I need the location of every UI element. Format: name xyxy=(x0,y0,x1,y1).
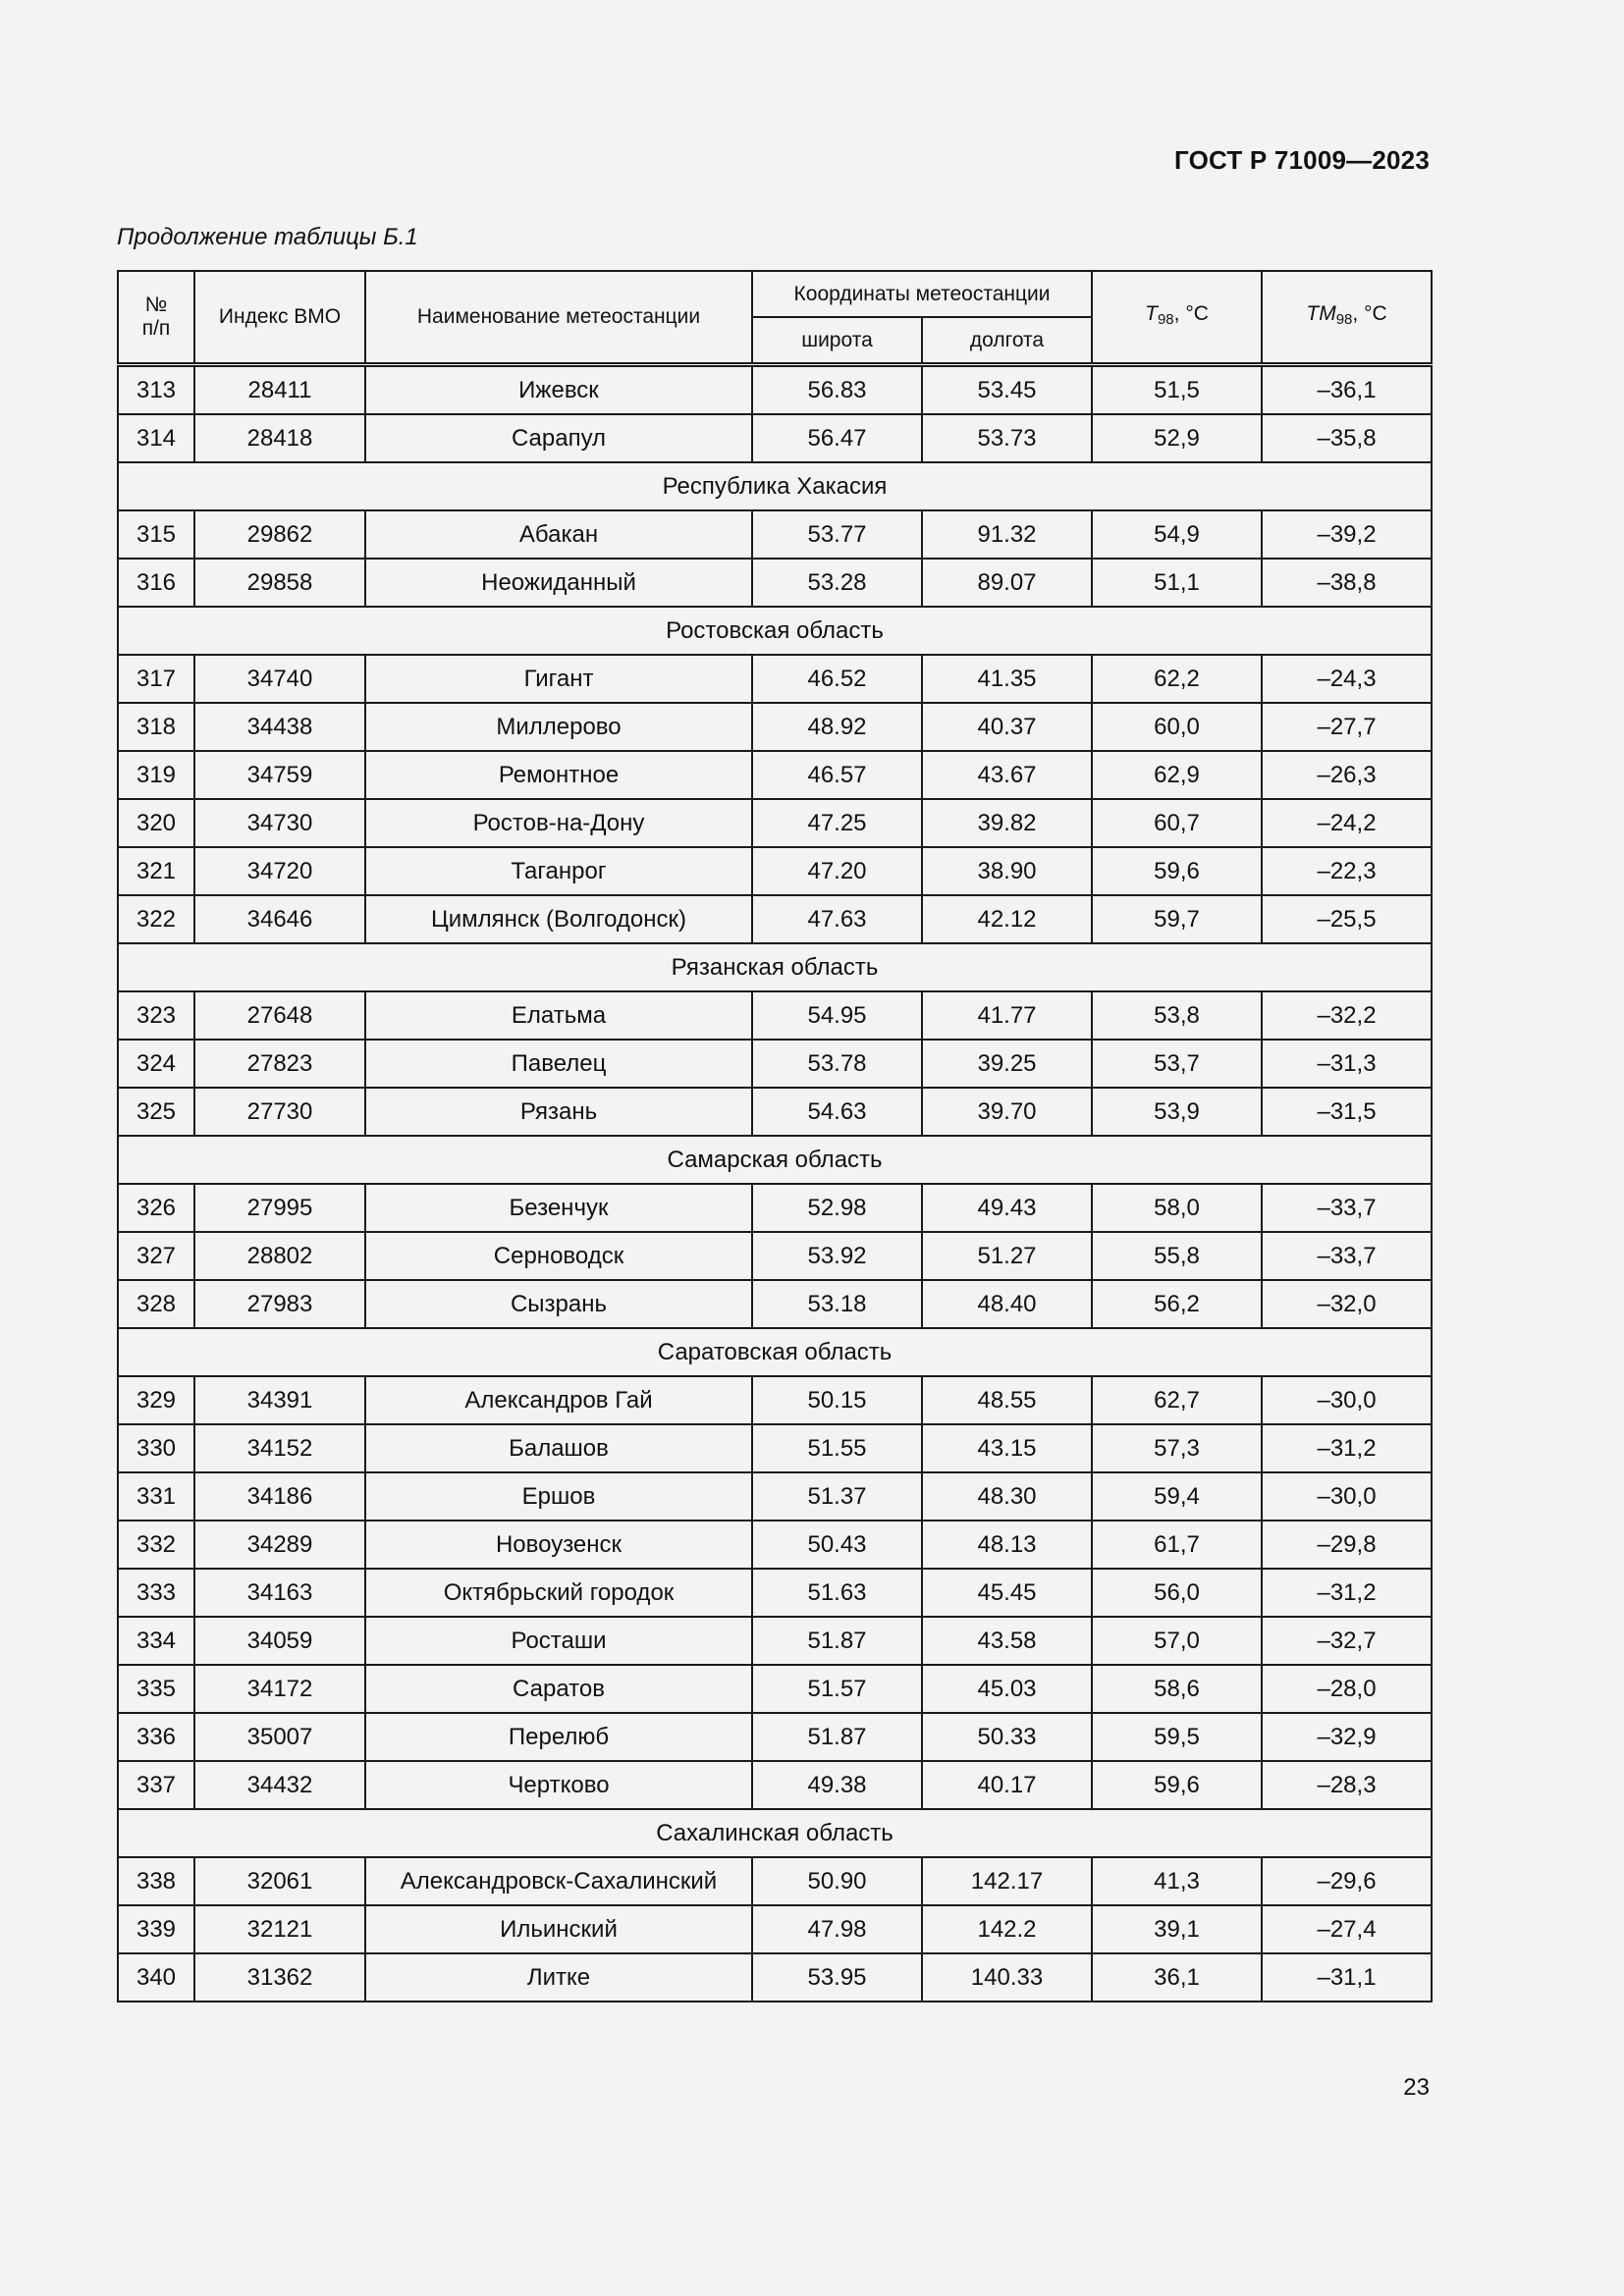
row-number-cell: 333 xyxy=(118,1569,194,1617)
header-station-name: Наименование метеостанции xyxy=(365,271,752,365)
header-num-symbol: № xyxy=(144,294,168,316)
latitude-cell: 49.38 xyxy=(752,1761,922,1809)
row-number-cell: 330 xyxy=(118,1424,194,1472)
table-row xyxy=(118,1280,1432,1328)
row-number-cell: 334 xyxy=(118,1617,194,1665)
row-number-cell: 326 xyxy=(118,1184,194,1232)
wmo-index-cell: 34172 xyxy=(194,1665,365,1713)
longitude-cell: 48.55 xyxy=(922,1376,1092,1424)
latitude-cell: 47.63 xyxy=(752,895,922,943)
wmo-index-cell: 34432 xyxy=(194,1761,365,1809)
latitude-cell: 52.98 xyxy=(752,1184,922,1232)
tm98-cell: –32,7 xyxy=(1262,1617,1432,1665)
latitude-cell: 53.78 xyxy=(752,1040,922,1088)
row-number-cell: 319 xyxy=(118,751,194,799)
row-number-cell: 318 xyxy=(118,703,194,751)
row-number-cell: 320 xyxy=(118,799,194,847)
region-row xyxy=(118,1136,1432,1184)
row-number-cell: 339 xyxy=(118,1905,194,1953)
latitude-cell: 53.28 xyxy=(752,559,922,607)
station-name-cell: Чертково xyxy=(365,1761,752,1809)
tm98-cell: –36,1 xyxy=(1262,365,1432,415)
latitude-cell: 51.87 xyxy=(752,1713,922,1761)
longitude-cell: 50.33 xyxy=(922,1713,1092,1761)
row-number-cell: 329 xyxy=(118,1376,194,1424)
wmo-index-cell: 34059 xyxy=(194,1617,365,1665)
station-name-cell: Абакан xyxy=(365,510,752,559)
wmo-index-cell: 29862 xyxy=(194,510,365,559)
t98-cell: 57,3 xyxy=(1092,1424,1262,1472)
tm98-cell: –33,7 xyxy=(1262,1232,1432,1280)
latitude-cell: 51.55 xyxy=(752,1424,922,1472)
tm98-cell: –26,3 xyxy=(1262,751,1432,799)
table-row xyxy=(118,799,1432,847)
t98-cell: 39,1 xyxy=(1092,1905,1262,1953)
station-name-cell: Ростов-на-Дону xyxy=(365,799,752,847)
latitude-cell: 46.57 xyxy=(752,751,922,799)
latitude-cell: 51.37 xyxy=(752,1472,922,1521)
t98-cell: 60,7 xyxy=(1092,799,1262,847)
latitude-cell: 50.43 xyxy=(752,1521,922,1569)
wmo-index-cell: 34740 xyxy=(194,655,365,703)
table-caption: Продолжение таблицы Б.1 xyxy=(117,224,418,250)
tm98-cell: –28,3 xyxy=(1262,1761,1432,1809)
station-name-cell: Александров Гай xyxy=(365,1376,752,1424)
wmo-index-cell: 27730 xyxy=(194,1088,365,1136)
station-name-cell: Таганрог xyxy=(365,847,752,895)
tm98-cell: –29,6 xyxy=(1262,1857,1432,1905)
station-name-cell: Новоузенск xyxy=(365,1521,752,1569)
station-name-cell: Балашов xyxy=(365,1424,752,1472)
table-row xyxy=(118,847,1432,895)
table-header xyxy=(118,271,1432,365)
row-number-cell: 335 xyxy=(118,1665,194,1713)
row-number-cell: 313 xyxy=(118,365,194,415)
wmo-index-cell: 28418 xyxy=(194,414,365,462)
region-name-cell: Самарская область xyxy=(118,1136,1432,1184)
header-t98-subscript: 98 xyxy=(1157,311,1174,328)
wmo-index-cell: 27995 xyxy=(194,1184,365,1232)
wmo-index-cell: 28411 xyxy=(194,365,365,415)
t98-cell: 56,2 xyxy=(1092,1280,1262,1328)
latitude-cell: 51.87 xyxy=(752,1617,922,1665)
latitude-cell: 53.18 xyxy=(752,1280,922,1328)
longitude-cell: 40.17 xyxy=(922,1761,1092,1809)
header-tm98-unit: , °С xyxy=(1352,302,1387,325)
table-row xyxy=(118,1376,1432,1424)
station-name-cell: Павелец xyxy=(365,1040,752,1088)
table-row xyxy=(118,1521,1432,1569)
longitude-cell: 39.70 xyxy=(922,1088,1092,1136)
table-row xyxy=(118,1569,1432,1617)
wmo-index-cell: 31362 xyxy=(194,1953,365,2002)
region-name-cell: Ростовская область xyxy=(118,607,1432,655)
wmo-index-cell: 27983 xyxy=(194,1280,365,1328)
header-tm98-subscript: 98 xyxy=(1335,311,1353,328)
latitude-cell: 47.20 xyxy=(752,847,922,895)
t98-cell: 53,9 xyxy=(1092,1088,1262,1136)
t98-cell: 59,4 xyxy=(1092,1472,1262,1521)
station-name-cell: Перелюб xyxy=(365,1713,752,1761)
header-wmo-index: Индекс ВМО xyxy=(194,271,365,365)
row-number-cell: 337 xyxy=(118,1761,194,1809)
longitude-cell: 43.15 xyxy=(922,1424,1092,1472)
station-name-cell: Ремонтное xyxy=(365,751,752,799)
tm98-cell: –39,2 xyxy=(1262,510,1432,559)
table-row xyxy=(118,510,1432,559)
region-name-cell: Рязанская область xyxy=(118,943,1432,991)
latitude-cell: 54.63 xyxy=(752,1088,922,1136)
longitude-cell: 89.07 xyxy=(922,559,1092,607)
row-number-cell: 327 xyxy=(118,1232,194,1280)
row-number-cell: 332 xyxy=(118,1521,194,1569)
t98-cell: 36,1 xyxy=(1092,1953,1262,2002)
header-coordinates: Координаты метеостанции xyxy=(752,271,1092,317)
wmo-index-cell: 28802 xyxy=(194,1232,365,1280)
header-t98-unit: , °С xyxy=(1173,302,1209,325)
page-number: 23 xyxy=(1403,2074,1430,2101)
header-t98-symbol: T xyxy=(1145,302,1158,325)
table-row xyxy=(118,365,1432,415)
wmo-index-cell: 34730 xyxy=(194,799,365,847)
region-name-cell: Республика Хакасия xyxy=(118,462,1432,510)
header-num-abbr: п/п xyxy=(141,317,171,340)
t98-cell: 57,0 xyxy=(1092,1617,1262,1665)
station-name-cell: Октябрьский городок xyxy=(365,1569,752,1617)
table-body xyxy=(118,365,1432,2002)
t98-cell: 53,7 xyxy=(1092,1040,1262,1088)
table-row xyxy=(118,1232,1432,1280)
station-name-cell: Росташи xyxy=(365,1617,752,1665)
longitude-cell: 40.37 xyxy=(922,703,1092,751)
tm98-cell: –33,7 xyxy=(1262,1184,1432,1232)
table-row xyxy=(118,559,1432,607)
table-row xyxy=(118,1713,1432,1761)
table-row xyxy=(118,703,1432,751)
station-name-cell: Сызрань xyxy=(365,1280,752,1328)
latitude-cell: 47.98 xyxy=(752,1905,922,1953)
wmo-index-cell: 27648 xyxy=(194,991,365,1040)
wmo-index-cell: 34438 xyxy=(194,703,365,751)
wmo-index-cell: 34186 xyxy=(194,1472,365,1521)
table-row xyxy=(118,1088,1432,1136)
station-name-cell: Гигант xyxy=(365,655,752,703)
longitude-cell: 142.17 xyxy=(922,1857,1092,1905)
longitude-cell: 43.58 xyxy=(922,1617,1092,1665)
tm98-cell: –30,0 xyxy=(1262,1376,1432,1424)
row-number-cell: 322 xyxy=(118,895,194,943)
table-row xyxy=(118,1184,1432,1232)
tm98-cell: –24,3 xyxy=(1262,655,1432,703)
region-name-cell: Саратовская область xyxy=(118,1328,1432,1376)
latitude-cell: 50.15 xyxy=(752,1376,922,1424)
wmo-index-cell: 34289 xyxy=(194,1521,365,1569)
longitude-cell: 91.32 xyxy=(922,510,1092,559)
latitude-cell: 53.77 xyxy=(752,510,922,559)
station-name-cell: Сарапул xyxy=(365,414,752,462)
latitude-cell: 46.52 xyxy=(752,655,922,703)
tm98-cell: –31,2 xyxy=(1262,1569,1432,1617)
region-name-cell: Сахалинская область xyxy=(118,1809,1432,1857)
region-row xyxy=(118,607,1432,655)
tm98-cell: –31,5 xyxy=(1262,1088,1432,1136)
longitude-cell: 38.90 xyxy=(922,847,1092,895)
table-row xyxy=(118,1761,1432,1809)
tm98-cell: –27,4 xyxy=(1262,1905,1432,1953)
station-name-cell: Неожиданный xyxy=(365,559,752,607)
station-name-cell: Миллерово xyxy=(365,703,752,751)
latitude-cell: 48.92 xyxy=(752,703,922,751)
t98-cell: 62,7 xyxy=(1092,1376,1262,1424)
tm98-cell: –29,8 xyxy=(1262,1521,1432,1569)
longitude-cell: 42.12 xyxy=(922,895,1092,943)
latitude-cell: 54.95 xyxy=(752,991,922,1040)
t98-cell: 56,0 xyxy=(1092,1569,1262,1617)
t98-cell: 55,8 xyxy=(1092,1232,1262,1280)
row-number-cell: 316 xyxy=(118,559,194,607)
latitude-cell: 56.83 xyxy=(752,365,922,415)
latitude-cell: 51.63 xyxy=(752,1569,922,1617)
longitude-cell: 41.35 xyxy=(922,655,1092,703)
wmo-index-cell: 34759 xyxy=(194,751,365,799)
table-row xyxy=(118,751,1432,799)
t98-cell: 51,1 xyxy=(1092,559,1262,607)
table-row xyxy=(118,1953,1432,2002)
table-row xyxy=(118,1472,1432,1521)
t98-cell: 52,9 xyxy=(1092,414,1262,462)
document-standard-number: ГОСТ Р 71009—2023 xyxy=(1174,145,1430,175)
wmo-index-cell: 27823 xyxy=(194,1040,365,1088)
row-number-cell: 328 xyxy=(118,1280,194,1328)
table-row xyxy=(118,1905,1432,1953)
header-tm98-symbol: TM xyxy=(1306,302,1336,325)
t98-cell: 58,0 xyxy=(1092,1184,1262,1232)
wmo-index-cell: 32061 xyxy=(194,1857,365,1905)
t98-cell: 60,0 xyxy=(1092,703,1262,751)
region-row xyxy=(118,943,1432,991)
longitude-cell: 39.25 xyxy=(922,1040,1092,1088)
table-row xyxy=(118,1040,1432,1088)
table-row xyxy=(118,991,1432,1040)
station-name-cell: Ижевск xyxy=(365,365,752,415)
tm98-cell: –32,2 xyxy=(1262,991,1432,1040)
tm98-cell: –32,0 xyxy=(1262,1280,1432,1328)
station-name-cell: Серноводск xyxy=(365,1232,752,1280)
t98-cell: 62,2 xyxy=(1092,655,1262,703)
longitude-cell: 41.77 xyxy=(922,991,1092,1040)
t98-cell: 59,6 xyxy=(1092,1761,1262,1809)
tm98-cell: –31,3 xyxy=(1262,1040,1432,1088)
wmo-index-cell: 34720 xyxy=(194,847,365,895)
t98-cell: 53,8 xyxy=(1092,991,1262,1040)
table-row xyxy=(118,895,1432,943)
longitude-cell: 53.45 xyxy=(922,365,1092,415)
tm98-cell: –24,2 xyxy=(1262,799,1432,847)
wmo-index-cell: 32121 xyxy=(194,1905,365,1953)
station-name-cell: Ильинский xyxy=(365,1905,752,1953)
t98-cell: 51,5 xyxy=(1092,365,1262,415)
latitude-cell: 50.90 xyxy=(752,1857,922,1905)
tm98-cell: –35,8 xyxy=(1262,414,1432,462)
tm98-cell: –31,2 xyxy=(1262,1424,1432,1472)
header-longitude: долгота xyxy=(922,317,1092,365)
t98-cell: 59,7 xyxy=(1092,895,1262,943)
table-row xyxy=(118,1665,1432,1713)
tm98-cell: –30,0 xyxy=(1262,1472,1432,1521)
region-row xyxy=(118,1328,1432,1376)
latitude-cell: 47.25 xyxy=(752,799,922,847)
latitude-cell: 53.92 xyxy=(752,1232,922,1280)
longitude-cell: 48.13 xyxy=(922,1521,1092,1569)
t98-cell: 62,9 xyxy=(1092,751,1262,799)
station-name-cell: Литке xyxy=(365,1953,752,2002)
tm98-cell: –27,7 xyxy=(1262,703,1432,751)
wmo-index-cell: 35007 xyxy=(194,1713,365,1761)
table-row xyxy=(118,1857,1432,1905)
table-row xyxy=(118,414,1432,462)
tm98-cell: –31,1 xyxy=(1262,1953,1432,2002)
table-row xyxy=(118,1424,1432,1472)
table-row xyxy=(118,655,1432,703)
tm98-cell: –22,3 xyxy=(1262,847,1432,895)
t98-cell: 59,5 xyxy=(1092,1713,1262,1761)
longitude-cell: 48.30 xyxy=(922,1472,1092,1521)
station-name-cell: Безенчук xyxy=(365,1184,752,1232)
wmo-index-cell: 29858 xyxy=(194,559,365,607)
row-number-cell: 336 xyxy=(118,1713,194,1761)
latitude-cell: 51.57 xyxy=(752,1665,922,1713)
longitude-cell: 48.40 xyxy=(922,1280,1092,1328)
latitude-cell: 56.47 xyxy=(752,414,922,462)
t98-cell: 54,9 xyxy=(1092,510,1262,559)
longitude-cell: 43.67 xyxy=(922,751,1092,799)
row-number-cell: 314 xyxy=(118,414,194,462)
row-number-cell: 315 xyxy=(118,510,194,559)
table-row xyxy=(118,1617,1432,1665)
station-name-cell: Цимлянск (Волгодонск) xyxy=(365,895,752,943)
header-tm98 xyxy=(1262,271,1432,365)
longitude-cell: 140.33 xyxy=(922,1953,1092,2002)
station-name-cell: Рязань xyxy=(365,1088,752,1136)
station-name-cell: Ершов xyxy=(365,1472,752,1521)
row-number-cell: 340 xyxy=(118,1953,194,2002)
longitude-cell: 39.82 xyxy=(922,799,1092,847)
header-num xyxy=(118,271,194,365)
tm98-cell: –32,9 xyxy=(1262,1713,1432,1761)
t98-cell: 59,6 xyxy=(1092,847,1262,895)
wmo-index-cell: 34163 xyxy=(194,1569,365,1617)
row-number-cell: 321 xyxy=(118,847,194,895)
region-row xyxy=(118,1809,1432,1857)
header-latitude: широта xyxy=(752,317,922,365)
longitude-cell: 45.03 xyxy=(922,1665,1092,1713)
row-number-cell: 324 xyxy=(118,1040,194,1088)
tm98-cell: –25,5 xyxy=(1262,895,1432,943)
longitude-cell: 45.45 xyxy=(922,1569,1092,1617)
longitude-cell: 142.2 xyxy=(922,1905,1092,1953)
wmo-index-cell: 34152 xyxy=(194,1424,365,1472)
wmo-index-cell: 34646 xyxy=(194,895,365,943)
longitude-cell: 51.27 xyxy=(922,1232,1092,1280)
region-row xyxy=(118,462,1432,510)
row-number-cell: 325 xyxy=(118,1088,194,1136)
t98-cell: 61,7 xyxy=(1092,1521,1262,1569)
latitude-cell: 53.95 xyxy=(752,1953,922,2002)
longitude-cell: 53.73 xyxy=(922,414,1092,462)
row-number-cell: 323 xyxy=(118,991,194,1040)
row-number-cell: 331 xyxy=(118,1472,194,1521)
tm98-cell: –38,8 xyxy=(1262,559,1432,607)
t98-cell: 58,6 xyxy=(1092,1665,1262,1713)
station-name-cell: Елатьма xyxy=(365,991,752,1040)
longitude-cell: 49.43 xyxy=(922,1184,1092,1232)
row-number-cell: 317 xyxy=(118,655,194,703)
row-number-cell: 338 xyxy=(118,1857,194,1905)
station-name-cell: Александровск-Сахалинский xyxy=(365,1857,752,1905)
tm98-cell: –28,0 xyxy=(1262,1665,1432,1713)
header-t98 xyxy=(1092,271,1262,365)
stations-table xyxy=(117,270,1433,2002)
station-name-cell: Саратов xyxy=(365,1665,752,1713)
t98-cell: 41,3 xyxy=(1092,1857,1262,1905)
wmo-index-cell: 34391 xyxy=(194,1376,365,1424)
